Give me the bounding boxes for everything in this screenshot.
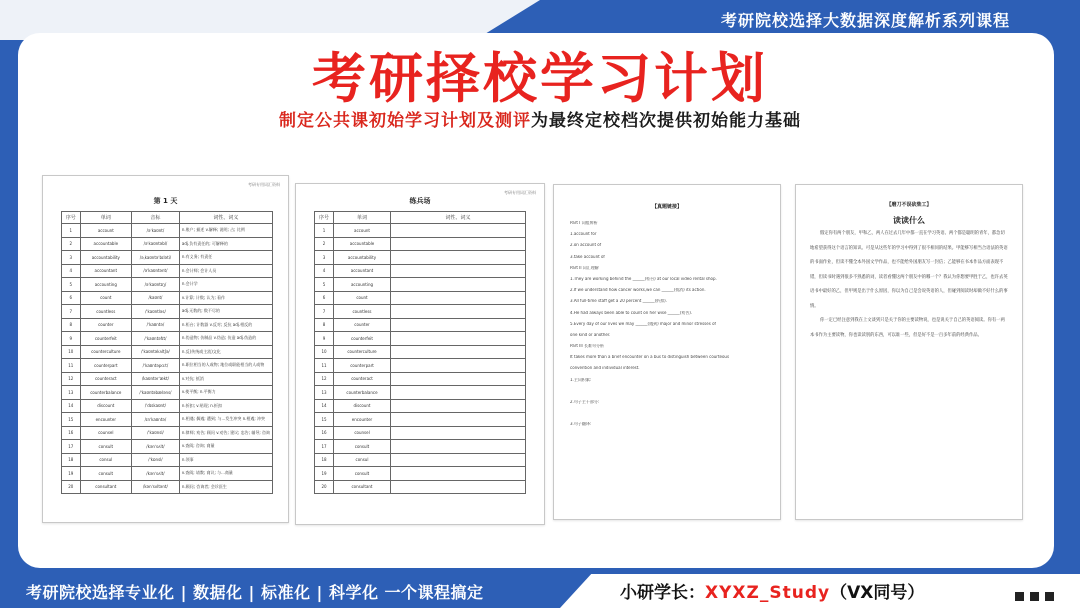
table-cell: 3	[62, 251, 81, 265]
table-cell: 14	[62, 399, 81, 413]
doc-title: 第 1 天	[153, 197, 178, 205]
exam-line: 5.Every day of our lives we may ______(遇到) major and minor stresses of	[570, 321, 716, 326]
doc-title: 读读什么	[893, 216, 925, 225]
table-cell: 17	[62, 440, 81, 454]
table-cell: 20	[62, 480, 81, 494]
essay-paragraph: 你一定已经注意到我在上文谈到只是关于你的主要读物说，也是说关于自己的英语阅读。你有一两本书作为主要读物，你也读读别的东西，可以谁一些，但是好不是一百多年前的经典作品。	[810, 318, 1005, 338]
table-cell: encounter	[80, 413, 131, 427]
column-header: 序号	[62, 212, 81, 224]
doc-exam-link	[553, 184, 781, 520]
table-row	[62, 359, 273, 373]
table-cell: /əˌkaʊntəˈbɪləti/	[131, 251, 179, 265]
table-cell: /kaʊnt/	[131, 291, 179, 305]
doc-title: 【真题链接】	[651, 204, 682, 210]
table-cell: account	[80, 224, 131, 238]
table-cell: /ˈkaʊntləs/	[131, 305, 179, 319]
table-cell	[391, 237, 526, 251]
table-cell: counterculture	[80, 345, 131, 359]
table-cell	[391, 467, 526, 481]
table-cell: 1	[62, 224, 81, 238]
table-row	[62, 453, 273, 467]
table-cell: 12	[62, 372, 81, 386]
table-cell: 5	[62, 278, 81, 292]
table-cell: 10	[315, 345, 334, 359]
essay-paragraph: 假定你有两个朋友，甲和乙，两人在过去几年中都一直在学习英语。两个都是聪明的青年，都急切地希望获得这个语言的知识。可是从这些年的学习中得到了很不相同的结果。甲能够写相当合语法的英语的书面作业，但读不懂全本外国文学作品，也不能给外国朋友写一封信；乙能够在书本作品方面表现不错，但读书时遇到很多不熟悉的词，读者看懂这两个朋友中的哪一个？我认为你想要甲胜于乙，也许去英语书中最好的乙，但甲则是出于什么原因，你以为自己是会说英语的人，但碰到阅读时却做不好什么的事情。	[810, 231, 1008, 309]
exam-line: Part III 长难句分析	[570, 344, 604, 349]
contact-info	[620, 578, 924, 603]
table-cell: counsel	[334, 426, 391, 440]
table-row	[315, 386, 526, 400]
table-row	[62, 237, 273, 251]
table-row	[315, 224, 526, 238]
table-cell: /əˈkaʊnt/	[131, 224, 179, 238]
table-cell	[391, 305, 526, 319]
table-cell: /ˈkaʊntəfɪt/	[131, 332, 179, 346]
table-row	[315, 237, 526, 251]
table-row	[315, 453, 526, 467]
table-cell: 8	[315, 318, 334, 332]
table-cell: accountability	[80, 251, 131, 265]
table-cell	[391, 440, 526, 454]
contact-label: 小研学长：	[620, 583, 705, 603]
table-cell: 3	[315, 251, 334, 265]
exam-line: It takes more than a brief encounter on a bus to distinguish between courteous	[570, 355, 730, 360]
table-row	[315, 318, 526, 332]
table-cell: /kaʊntərˈækt/	[131, 372, 179, 386]
table-row	[62, 291, 273, 305]
table-cell: 13	[62, 386, 81, 400]
table-cell: 6	[315, 291, 334, 305]
column-header: 单词	[334, 212, 391, 224]
table-cell: counterbalance	[80, 386, 131, 400]
table-cell	[391, 278, 526, 292]
table-cell: 18	[315, 453, 334, 467]
table-cell: 1	[315, 224, 334, 238]
table-cell: counterbalance	[334, 386, 391, 400]
table-cell	[391, 251, 526, 265]
exam-line: 4.He had always been able to count on her wise ______(劝告).	[570, 310, 693, 315]
table-cell: n.领事	[179, 453, 272, 467]
table-cell: 9	[315, 332, 334, 346]
table-cell	[391, 318, 526, 332]
table-cell: consul	[334, 453, 391, 467]
table-cell: /kənˈsʌltənt/	[131, 480, 179, 494]
table-cell: adj.负有责任的; 可解释的	[179, 237, 272, 251]
column-header: 词性、词义	[391, 212, 526, 224]
table-row	[315, 264, 526, 278]
table-cell: n.会计师; 会计人员	[179, 264, 272, 278]
table-cell: accountant	[80, 264, 131, 278]
vocab-table	[61, 211, 273, 494]
table-cell: accountability	[334, 251, 391, 265]
table-cell: counteract	[80, 372, 131, 386]
table-cell: v.计算; 计数; 认为; 看作	[179, 291, 272, 305]
table-cell: discount	[80, 399, 131, 413]
table-cell	[391, 413, 526, 427]
table-cell: 9	[62, 332, 81, 346]
column-header: 词性、词义	[179, 212, 272, 224]
table-cell: counteract	[334, 372, 391, 386]
table-cell: accounting	[80, 278, 131, 292]
table-cell	[391, 386, 526, 400]
table-cell	[391, 480, 526, 494]
table-row	[62, 480, 273, 494]
table-cell: accounting	[334, 278, 391, 292]
table-cell: encounter	[334, 413, 391, 427]
table-cell: n.伪造物; 仿制品 v.伪造; 仿造 adj.伪造的	[179, 332, 272, 346]
table-cell: n.职位相当的人或物; 地位或职能相当的人或物	[179, 359, 272, 373]
table-cell: count	[80, 291, 131, 305]
table-cell	[391, 264, 526, 278]
table-row	[315, 251, 526, 265]
table-cell	[391, 345, 526, 359]
exam-line: 3.句子翻译:	[570, 422, 592, 427]
table-cell	[391, 426, 526, 440]
table-row	[315, 399, 526, 413]
doc-practice	[295, 183, 545, 525]
exam-line: Part II 词汇理解	[570, 265, 599, 270]
table-row	[62, 305, 273, 319]
table-cell: consult	[334, 467, 391, 481]
table-cell: 13	[315, 386, 334, 400]
exam-line	[570, 411, 770, 415]
table-row	[62, 318, 273, 332]
exam-line: one kind or another.	[570, 332, 611, 337]
table-cell: v.查阅; 请教; 商议; 与...商量	[179, 467, 272, 481]
subtitle-rest: 为最终定校档次提供初始能力基础	[531, 111, 801, 131]
table-row	[315, 359, 526, 373]
doc-reading	[795, 184, 1023, 520]
table-row	[62, 264, 273, 278]
table-row	[315, 278, 526, 292]
table-cell: n.账户; 描述 v.解释; 说明; 占; 比例	[179, 224, 272, 238]
table-cell: 5	[315, 278, 334, 292]
exam-line: Part I 词组辨析	[570, 221, 598, 225]
table-row	[62, 399, 273, 413]
table-cell: countless	[80, 305, 131, 319]
table-cell: /ˈkɒnsl/	[131, 453, 179, 467]
table-cell: 19	[315, 467, 334, 481]
table-cell: counterpart	[334, 359, 391, 373]
table-cell	[391, 453, 526, 467]
table-row	[315, 480, 526, 494]
table-cell: 7	[315, 305, 334, 319]
table-cell: consult	[80, 440, 131, 454]
doc-vocab-day1	[42, 175, 289, 523]
subtitle-highlight: 制定公共课初始学习计划及测评	[279, 111, 531, 131]
table-cell: n.反(传统或主流)文化	[179, 345, 272, 359]
table-cell: n.会计学	[179, 278, 272, 292]
table-cell: consult	[334, 440, 391, 454]
table-cell: /ˈdɪskaʊnt/	[131, 399, 179, 413]
table-row	[62, 251, 273, 265]
exam-line: 1.account for	[570, 232, 597, 237]
table-row	[62, 372, 273, 386]
table-cell: consult	[80, 467, 131, 481]
column-header: 序号	[315, 212, 334, 224]
table-cell: 12	[315, 372, 334, 386]
doc-header: 考研专用词汇资料	[504, 190, 536, 195]
table-cell: 2	[315, 237, 334, 251]
exam-line	[570, 389, 770, 393]
decorative-squares	[1015, 586, 1060, 605]
table-cell: /ˈkaʊntə/	[131, 318, 179, 332]
table-cell: countless	[334, 305, 391, 319]
table-cell: 17	[315, 440, 334, 454]
table-cell: 15	[315, 413, 334, 427]
table-cell: 6	[62, 291, 81, 305]
table-cell	[391, 359, 526, 373]
table-cell: 7	[62, 305, 81, 319]
column-header: 音标	[131, 212, 179, 224]
table-row	[315, 467, 526, 481]
table-cell: counter	[334, 318, 391, 332]
table-row	[315, 332, 526, 346]
table-row	[62, 467, 273, 481]
table-cell: accountable	[80, 237, 131, 251]
table-cell: /ɪnˈkaʊntə/	[131, 413, 179, 427]
table-cell: accountant	[334, 264, 391, 278]
bottom-slogan: 考研院校选择专业化 | 数据化 | 标准化 | 科学化 一个课程搞定	[26, 583, 484, 602]
table-cell: /əˈkaʊntəbl/	[131, 237, 179, 251]
table-cell: counterfeit	[334, 332, 391, 346]
table-cell: v.对抗; 抵消	[179, 372, 272, 386]
table-cell	[391, 332, 526, 346]
table-cell: counsel	[80, 426, 131, 440]
table-cell: consul	[80, 453, 131, 467]
column-header: 单词	[80, 212, 131, 224]
doc-title: 练兵场	[409, 197, 431, 205]
table-cell: 18	[62, 453, 81, 467]
essay-body	[810, 227, 1008, 343]
table-row	[315, 291, 526, 305]
table-cell: /kənˈsʌlt/	[131, 467, 179, 481]
table-cell: /əˈkaʊntɪŋ/	[131, 278, 179, 292]
table-row	[62, 426, 273, 440]
table-cell: n.柜台; 计数器 v.反对; 反抗 adj.相反的	[179, 318, 272, 332]
table-cell: n.有义务; 有责任	[179, 251, 272, 265]
table-cell: consultant	[80, 480, 131, 494]
exam-line: 3.take account of	[570, 254, 605, 259]
table-row	[62, 345, 273, 359]
table-cell: 4	[315, 264, 334, 278]
table-row	[315, 413, 526, 427]
doc-header: 考研专用词汇资料	[248, 182, 280, 187]
doc-tag: 【磨刀不误砍柴工】	[886, 202, 932, 208]
table-cell: 20	[315, 480, 334, 494]
table-cell: n.相遇; 偶遇; 遭到; 与...发生冲突 n.相遇; 冲突	[179, 413, 272, 427]
exam-line: 1.They are working behind the ______(柜台) at our local video rental shop.	[570, 276, 717, 281]
table-cell: n.律师; 劝告; 顾问 v.劝告; 建议; 忠告; 辅导; 咨询	[179, 426, 272, 440]
table-cell: /ˈkaʊntəpɑːt/	[131, 359, 179, 373]
table-cell: 15	[62, 413, 81, 427]
table-cell: n.顾问; 咨询者; 会诊医生	[179, 480, 272, 494]
table-cell: counterfeit	[80, 332, 131, 346]
table-cell: 16	[62, 426, 81, 440]
table-row	[315, 345, 526, 359]
table-cell: counterculture	[334, 345, 391, 359]
exam-lines	[570, 221, 770, 434]
table-cell: account	[334, 224, 391, 238]
table-cell	[391, 399, 526, 413]
table-cell: 10	[62, 345, 81, 359]
subtitle	[0, 106, 1080, 131]
table-row	[62, 278, 273, 292]
table-row	[315, 372, 526, 386]
table-cell: count	[334, 291, 391, 305]
exam-line: 2.If we understand how cancer works,we can ______(抵消) its action.	[570, 288, 706, 293]
table-cell: /ˈkaʊntəbæləns/	[131, 386, 179, 400]
table-cell: 8	[62, 318, 81, 332]
main-title: 考研择校学习计划	[312, 47, 768, 110]
table-row	[62, 440, 273, 454]
table-cell: counterpart	[80, 359, 131, 373]
top-banner-title: 考研院校选择大数据深度解析系列课程	[720, 11, 1010, 30]
table-cell: 16	[315, 426, 334, 440]
table-cell: 11	[315, 359, 334, 373]
table-cell: /kənˈsʌlt/	[131, 440, 179, 454]
contact-suffix: （VX同号）	[830, 583, 925, 603]
table-cell: /əˈkaʊntənt/	[131, 264, 179, 278]
table-cell: v.使平衡; n.平衡力	[179, 386, 272, 400]
table-cell: discount	[334, 399, 391, 413]
contact-handle: XYXZ_Study	[705, 583, 831, 603]
table-cell: accountable	[334, 237, 391, 251]
table-cell: consultant	[334, 480, 391, 494]
table-row	[315, 440, 526, 454]
table-cell: 2	[62, 237, 81, 251]
exam-line: 2.句子主干部分:	[570, 400, 600, 404]
table-cell	[391, 224, 526, 238]
table-cell: v.查阅; 咨询; 商量	[179, 440, 272, 454]
table-cell: /ˈkaʊntəkʌltʃə/	[131, 345, 179, 359]
table-cell: n.折扣; v.贴现; n.折扣	[179, 399, 272, 413]
table-row	[62, 413, 273, 427]
exam-line: 1.主词积累:	[570, 377, 592, 382]
exam-line: 3.All full-time staff get a 20 percent ______(折扣).	[570, 299, 668, 304]
table-row	[315, 426, 526, 440]
table-cell: 14	[315, 399, 334, 413]
practice-table	[314, 211, 526, 494]
table-row	[315, 305, 526, 319]
table-cell: /ˈkaʊnsl/	[131, 426, 179, 440]
table-cell: 11	[62, 359, 81, 373]
table-row	[62, 386, 273, 400]
table-cell	[391, 291, 526, 305]
table-cell: 4	[62, 264, 81, 278]
exam-line: 2.on account of	[570, 243, 602, 248]
table-row	[62, 332, 273, 346]
table-row	[62, 224, 273, 238]
table-cell: counter	[80, 318, 131, 332]
table-cell: adj.无数的; 数不尽的	[179, 305, 272, 319]
exam-line: convention and individual interest.	[570, 366, 640, 371]
table-cell	[391, 372, 526, 386]
table-cell: 19	[62, 467, 81, 481]
